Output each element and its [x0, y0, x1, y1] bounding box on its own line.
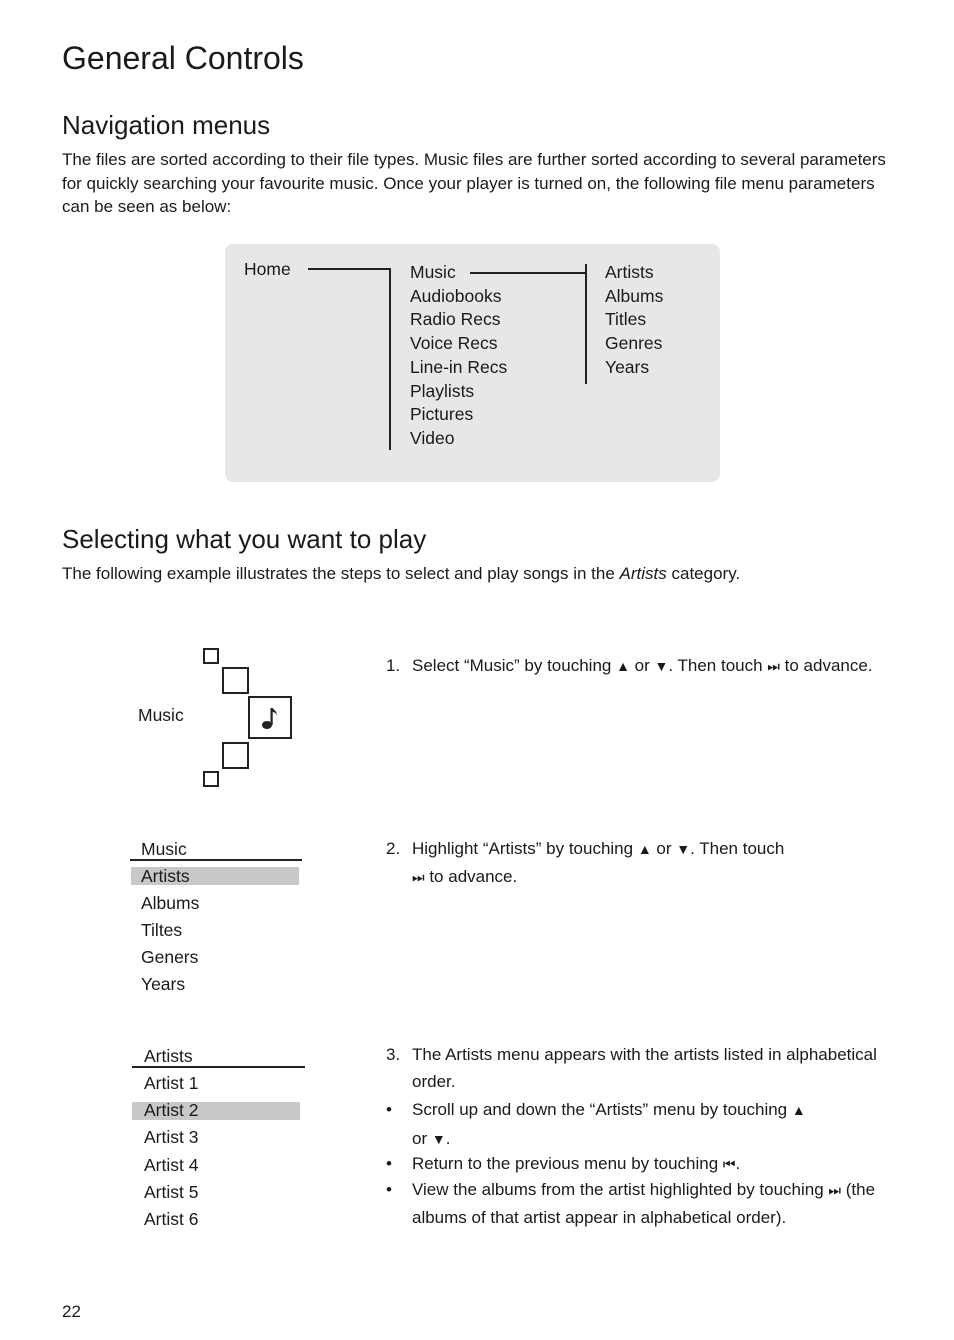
- level2-item: Video: [410, 427, 455, 448]
- menu2-item: Albums: [141, 893, 200, 913]
- menu3-item: Artist 4: [144, 1154, 199, 1175]
- menu2-underline: [130, 859, 302, 861]
- carousel-small-square-bottom: [203, 771, 219, 787]
- level2-item: Playlists: [410, 380, 475, 401]
- menu3-header: Artists: [144, 1046, 193, 1066]
- previous-track-icon: ⏮: [722, 1156, 736, 1172]
- page-number: 22: [62, 1302, 81, 1321]
- up-arrow-icon: ▲: [616, 658, 630, 674]
- select-intro: The following example illustrates the steps to select and play songs in the Artists category.: [62, 564, 741, 583]
- menu3-item: Artist 3: [144, 1127, 199, 1148]
- bracket-level2: [389, 268, 391, 450]
- level2-item: Voice Recs: [410, 333, 498, 354]
- nav-heading: Navigation menus: [62, 110, 271, 140]
- next-track-icon: ⏭: [767, 658, 780, 674]
- level3-item: Years: [605, 356, 650, 377]
- carousel-label: Music: [138, 705, 184, 725]
- select-heading: Selecting what you want to play: [62, 524, 427, 554]
- menu3-item: Artist 6: [144, 1209, 199, 1229]
- music-note-icon: [259, 705, 281, 731]
- level3-item: Albums: [605, 285, 664, 306]
- home-label: Home: [244, 259, 291, 279]
- menu3-item: Artist 5: [144, 1181, 199, 1202]
- page-title: General Controls: [62, 40, 304, 76]
- level2-item: Radio Recs: [410, 309, 501, 330]
- menu3-item: Artist 2: [144, 1100, 199, 1121]
- level3-item: Titles: [605, 309, 647, 330]
- carousel-selected-square: [248, 696, 292, 739]
- menu2-header: Music: [141, 839, 187, 859]
- next-track-icon: ⏭: [828, 1182, 842, 1198]
- connector-music: [470, 272, 586, 274]
- up-arrow-icon: ▲: [637, 841, 652, 857]
- level2-item: Audiobooks: [410, 285, 502, 306]
- menu3-underline: [132, 1066, 305, 1068]
- menu-tree-diagram: [225, 244, 720, 482]
- menu2-item: Years: [141, 974, 186, 994]
- down-arrow-icon: ▼: [676, 841, 691, 857]
- menu2-item: Tiltes: [141, 920, 183, 940]
- level3-item: Genres: [605, 333, 663, 354]
- down-arrow-icon: ▼: [654, 658, 669, 674]
- level2-item: Music: [410, 262, 456, 282]
- carousel-square-upper: [222, 667, 249, 694]
- carousel-square-lower: [222, 742, 249, 769]
- menu3-item: Artist 1: [144, 1073, 199, 1093]
- carousel-small-square-top: [203, 648, 219, 664]
- next-track-icon: ⏭: [412, 869, 425, 885]
- nav-intro: The files are sorted according to their file types. Music files are further sorted according to several parameters for quickly searching your favourite music. Once your player is turned on, the following file menu parameters can be seen as below:: [62, 150, 886, 216]
- level3-item: Artists: [605, 262, 654, 282]
- up-arrow-icon: ▲: [791, 1102, 806, 1118]
- connector-home: [308, 268, 390, 270]
- menu2-item: Artists: [141, 866, 190, 886]
- down-arrow-icon: ▼: [431, 1130, 446, 1147]
- level2-item: Pictures: [410, 404, 474, 425]
- bracket-level3: [585, 264, 587, 384]
- level2-item: Line-in Recs: [410, 356, 508, 377]
- menu2-item: Geners: [141, 947, 199, 967]
